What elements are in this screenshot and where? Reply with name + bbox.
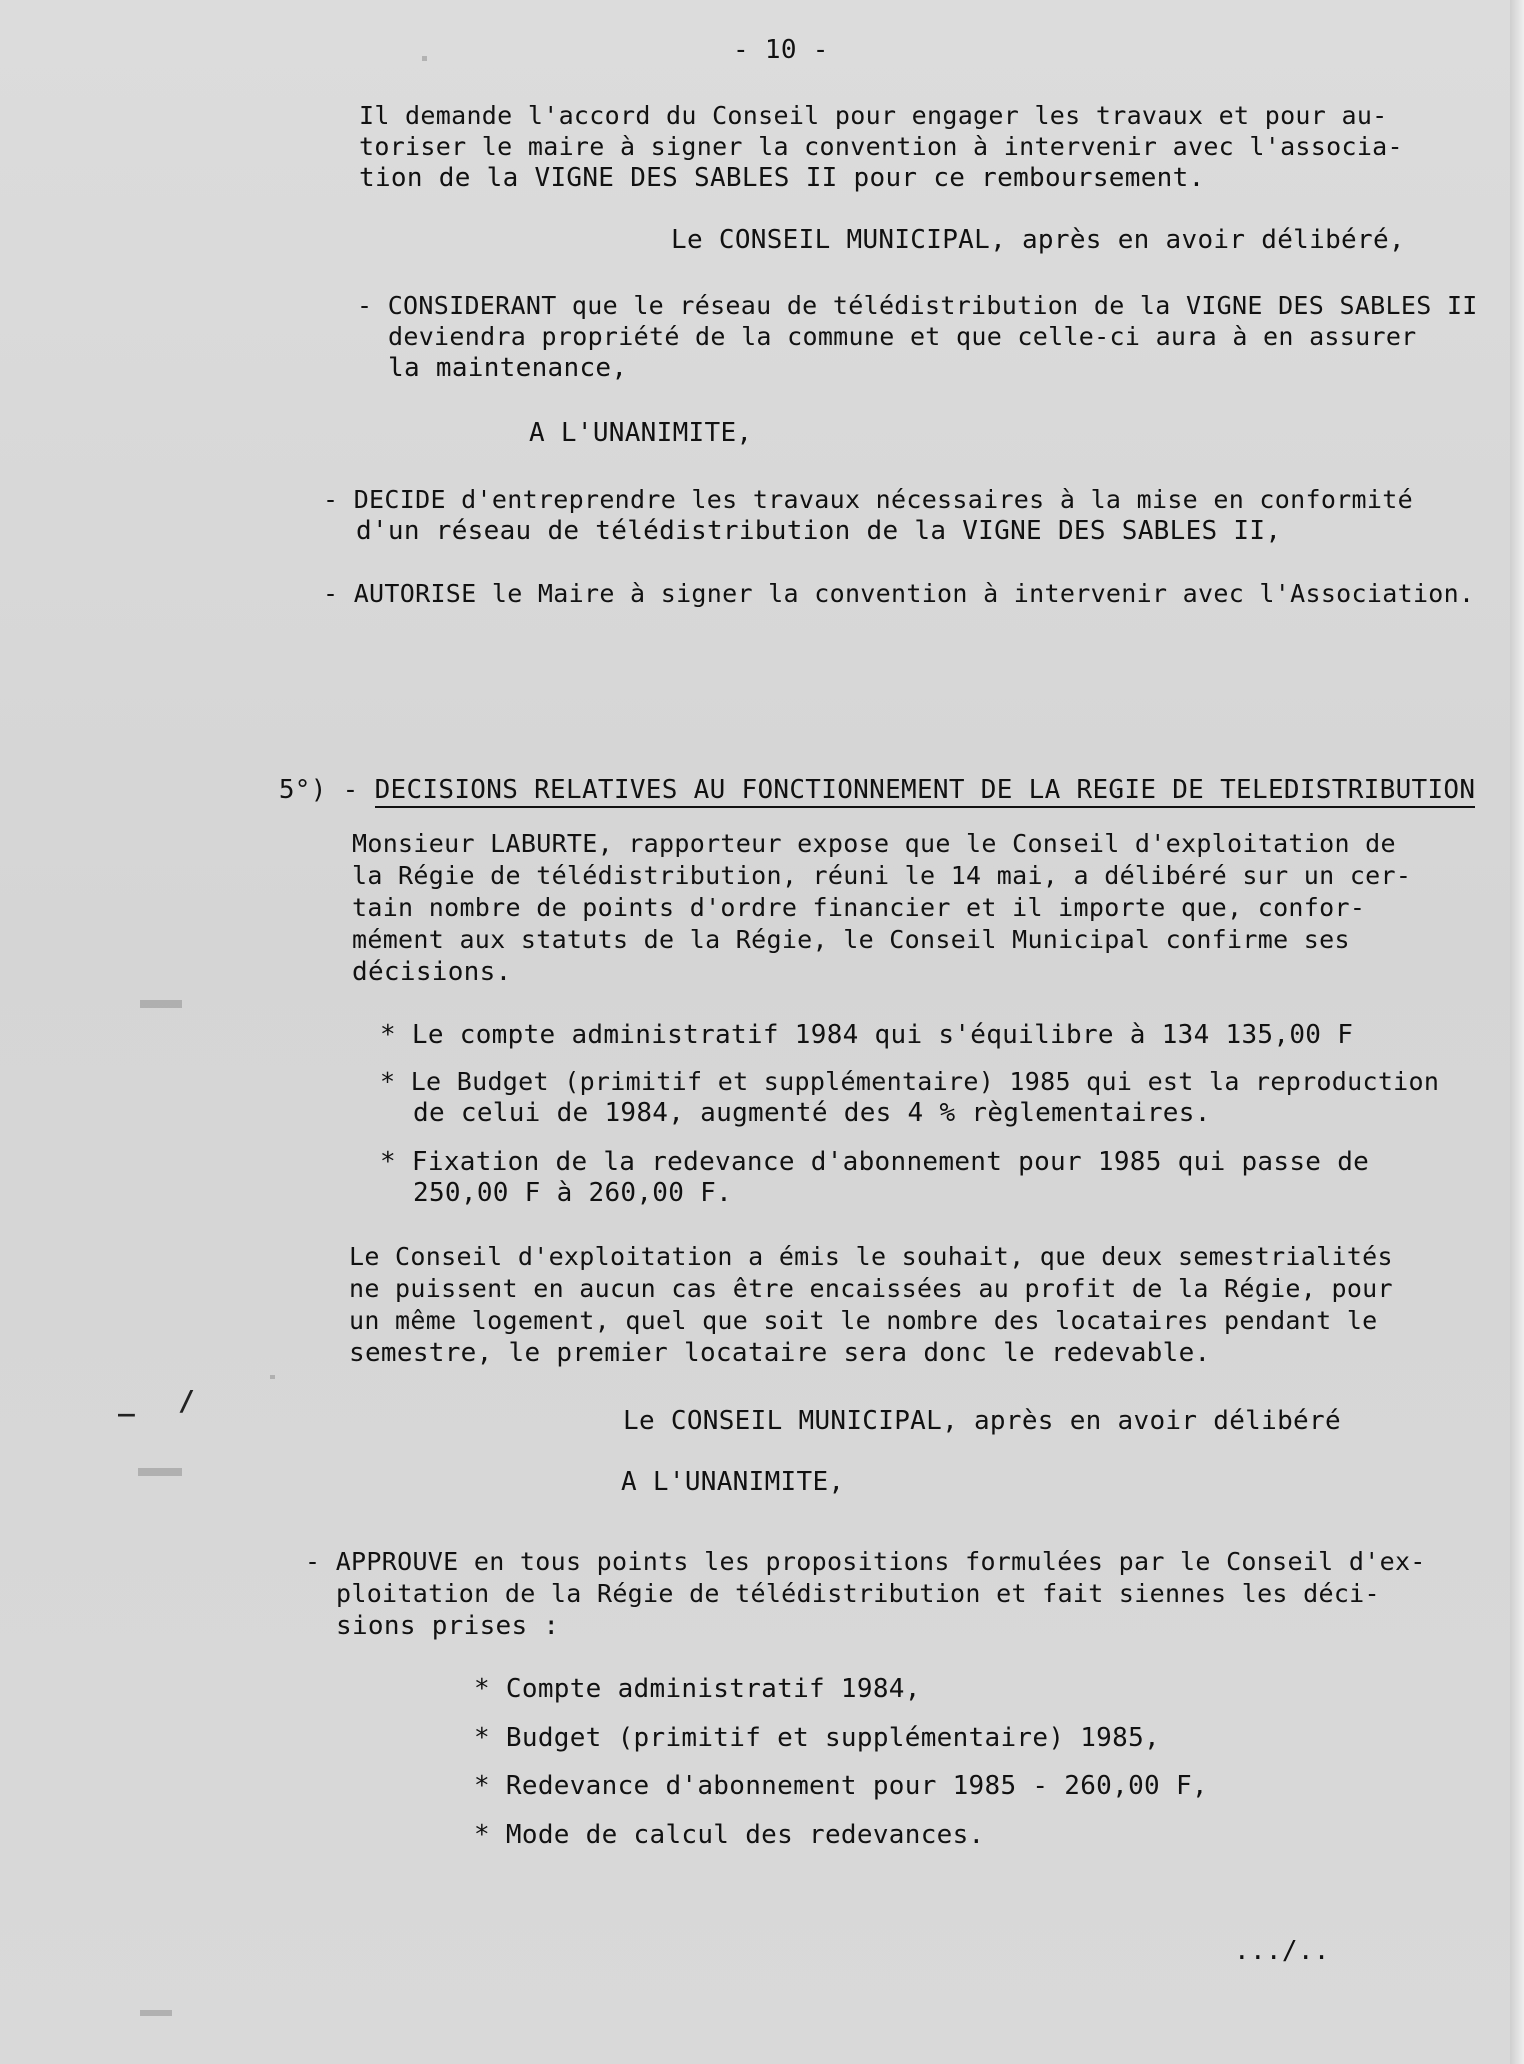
- souhait-line: ne puissent en aucun cas être encaissées au profit de la Régie, pour: [349, 1274, 1393, 1303]
- margin-mark: /: [178, 1384, 195, 1417]
- page-number: - 10 -: [733, 35, 829, 65]
- continuation-mark: .../..: [1234, 1936, 1330, 1966]
- margin-speck: [270, 1375, 275, 1379]
- decide-line: - DECIDE d'entreprendre les travaux nécessaires à la mise en conformité: [323, 485, 1413, 514]
- point-item-continuation: de celui de 1984, augmenté des 4 % règlementaires.: [413, 1098, 1211, 1128]
- council-heading: Le CONSEIL MUNICIPAL, après en avoir délibéré,: [671, 225, 1405, 255]
- expose-line: tain nombre de points d'ordre financier et il importe que, confor-: [352, 893, 1366, 922]
- souhait-line: Le Conseil d'exploitation a émis le souhait, que deux semestrialités: [349, 1242, 1393, 1271]
- point-item: * Fixation de la redevance d'abonnement pour 1985 qui passe de: [380, 1147, 1370, 1177]
- section-heading: [215, 742, 1475, 838]
- section-number: 5°) -: [278, 775, 375, 805]
- expose-line: mément aux statuts de la Régie, le Conseil Municipal confirme ses: [352, 925, 1350, 954]
- approved-item: * Compte administratif 1984,: [474, 1674, 921, 1704]
- expose-line: décisions.: [352, 957, 512, 987]
- intro-line: Il demande l'accord du Conseil pour engager les travaux et pour au-: [359, 101, 1388, 130]
- point-item: * Le Budget (primitif et supplémentaire) 1985 qui est la reproduction: [380, 1067, 1440, 1096]
- considerant-line: deviendra propriété de la commune et que celle-ci aura à en assurer: [388, 322, 1417, 351]
- unanimite-heading: A L'UNANIMITE,: [621, 1467, 845, 1497]
- considerant-line: - CONSIDERANT que le réseau de télédistribution de la VIGNE DES SABLES II: [357, 291, 1478, 320]
- approved-item: * Budget (primitif et supplémentaire) 1985,: [474, 1723, 1160, 1753]
- souhait-line: un même logement, quel que soit le nombre des locataires pendant le: [349, 1306, 1378, 1335]
- expose-line: la Régie de télédistribution, réuni le 14 mai, a délibéré sur un cer-: [352, 861, 1412, 890]
- approved-item: * Redevance d'abonnement pour 1985 - 260,00 F,: [474, 1771, 1208, 1801]
- approuve-line: - APPROUVE en tous points les propositions formulées par le Conseil d'ex-: [305, 1547, 1426, 1576]
- margin-speck: [140, 1000, 182, 1008]
- point-item: * Le compte administratif 1984 qui s'équilibre à 134 135,00 F: [380, 1020, 1354, 1050]
- margin-mark: _: [118, 1384, 135, 1417]
- margin-speck: [140, 2010, 172, 2016]
- approuve-line: sions prises :: [336, 1611, 560, 1641]
- point-item-continuation: 250,00 F à 260,00 F.: [413, 1178, 733, 1208]
- margin-speck: [422, 56, 427, 61]
- expose-line: Monsieur LABURTE, rapporteur expose que le Conseil d'exploitation de: [352, 829, 1396, 858]
- unanimite-heading: A L'UNANIMITE,: [529, 418, 753, 448]
- intro-line: tion de la VIGNE DES SABLES II pour ce remboursement.: [359, 163, 1205, 193]
- autorise-line: - AUTORISE le Maire à signer la convention à intervenir avec l'Association.: [323, 579, 1475, 608]
- section-title: DECISIONS RELATIVES AU FONCTIONNEMENT DE LA REGIE DE TELEDISTRIBUTION: [375, 775, 1476, 808]
- intro-line: toriser le maire à signer la convention à intervenir avec l'associa-: [359, 132, 1403, 161]
- souhait-line: semestre, le premier locataire sera donc le redevable.: [349, 1338, 1211, 1368]
- page-edge: [1510, 0, 1524, 2064]
- decide-line: d'un réseau de télédistribution de la VIGNE DES SABLES II,: [356, 516, 1282, 546]
- approved-item: * Mode de calcul des redevances.: [474, 1820, 985, 1850]
- council-heading: Le CONSEIL MUNICIPAL, après en avoir délibéré: [623, 1406, 1341, 1436]
- approuve-line: ploitation de la Régie de télédistribution et fait siennes les déci-: [336, 1579, 1380, 1608]
- margin-speck: [138, 1468, 182, 1476]
- considerant-line: la maintenance,: [388, 353, 628, 383]
